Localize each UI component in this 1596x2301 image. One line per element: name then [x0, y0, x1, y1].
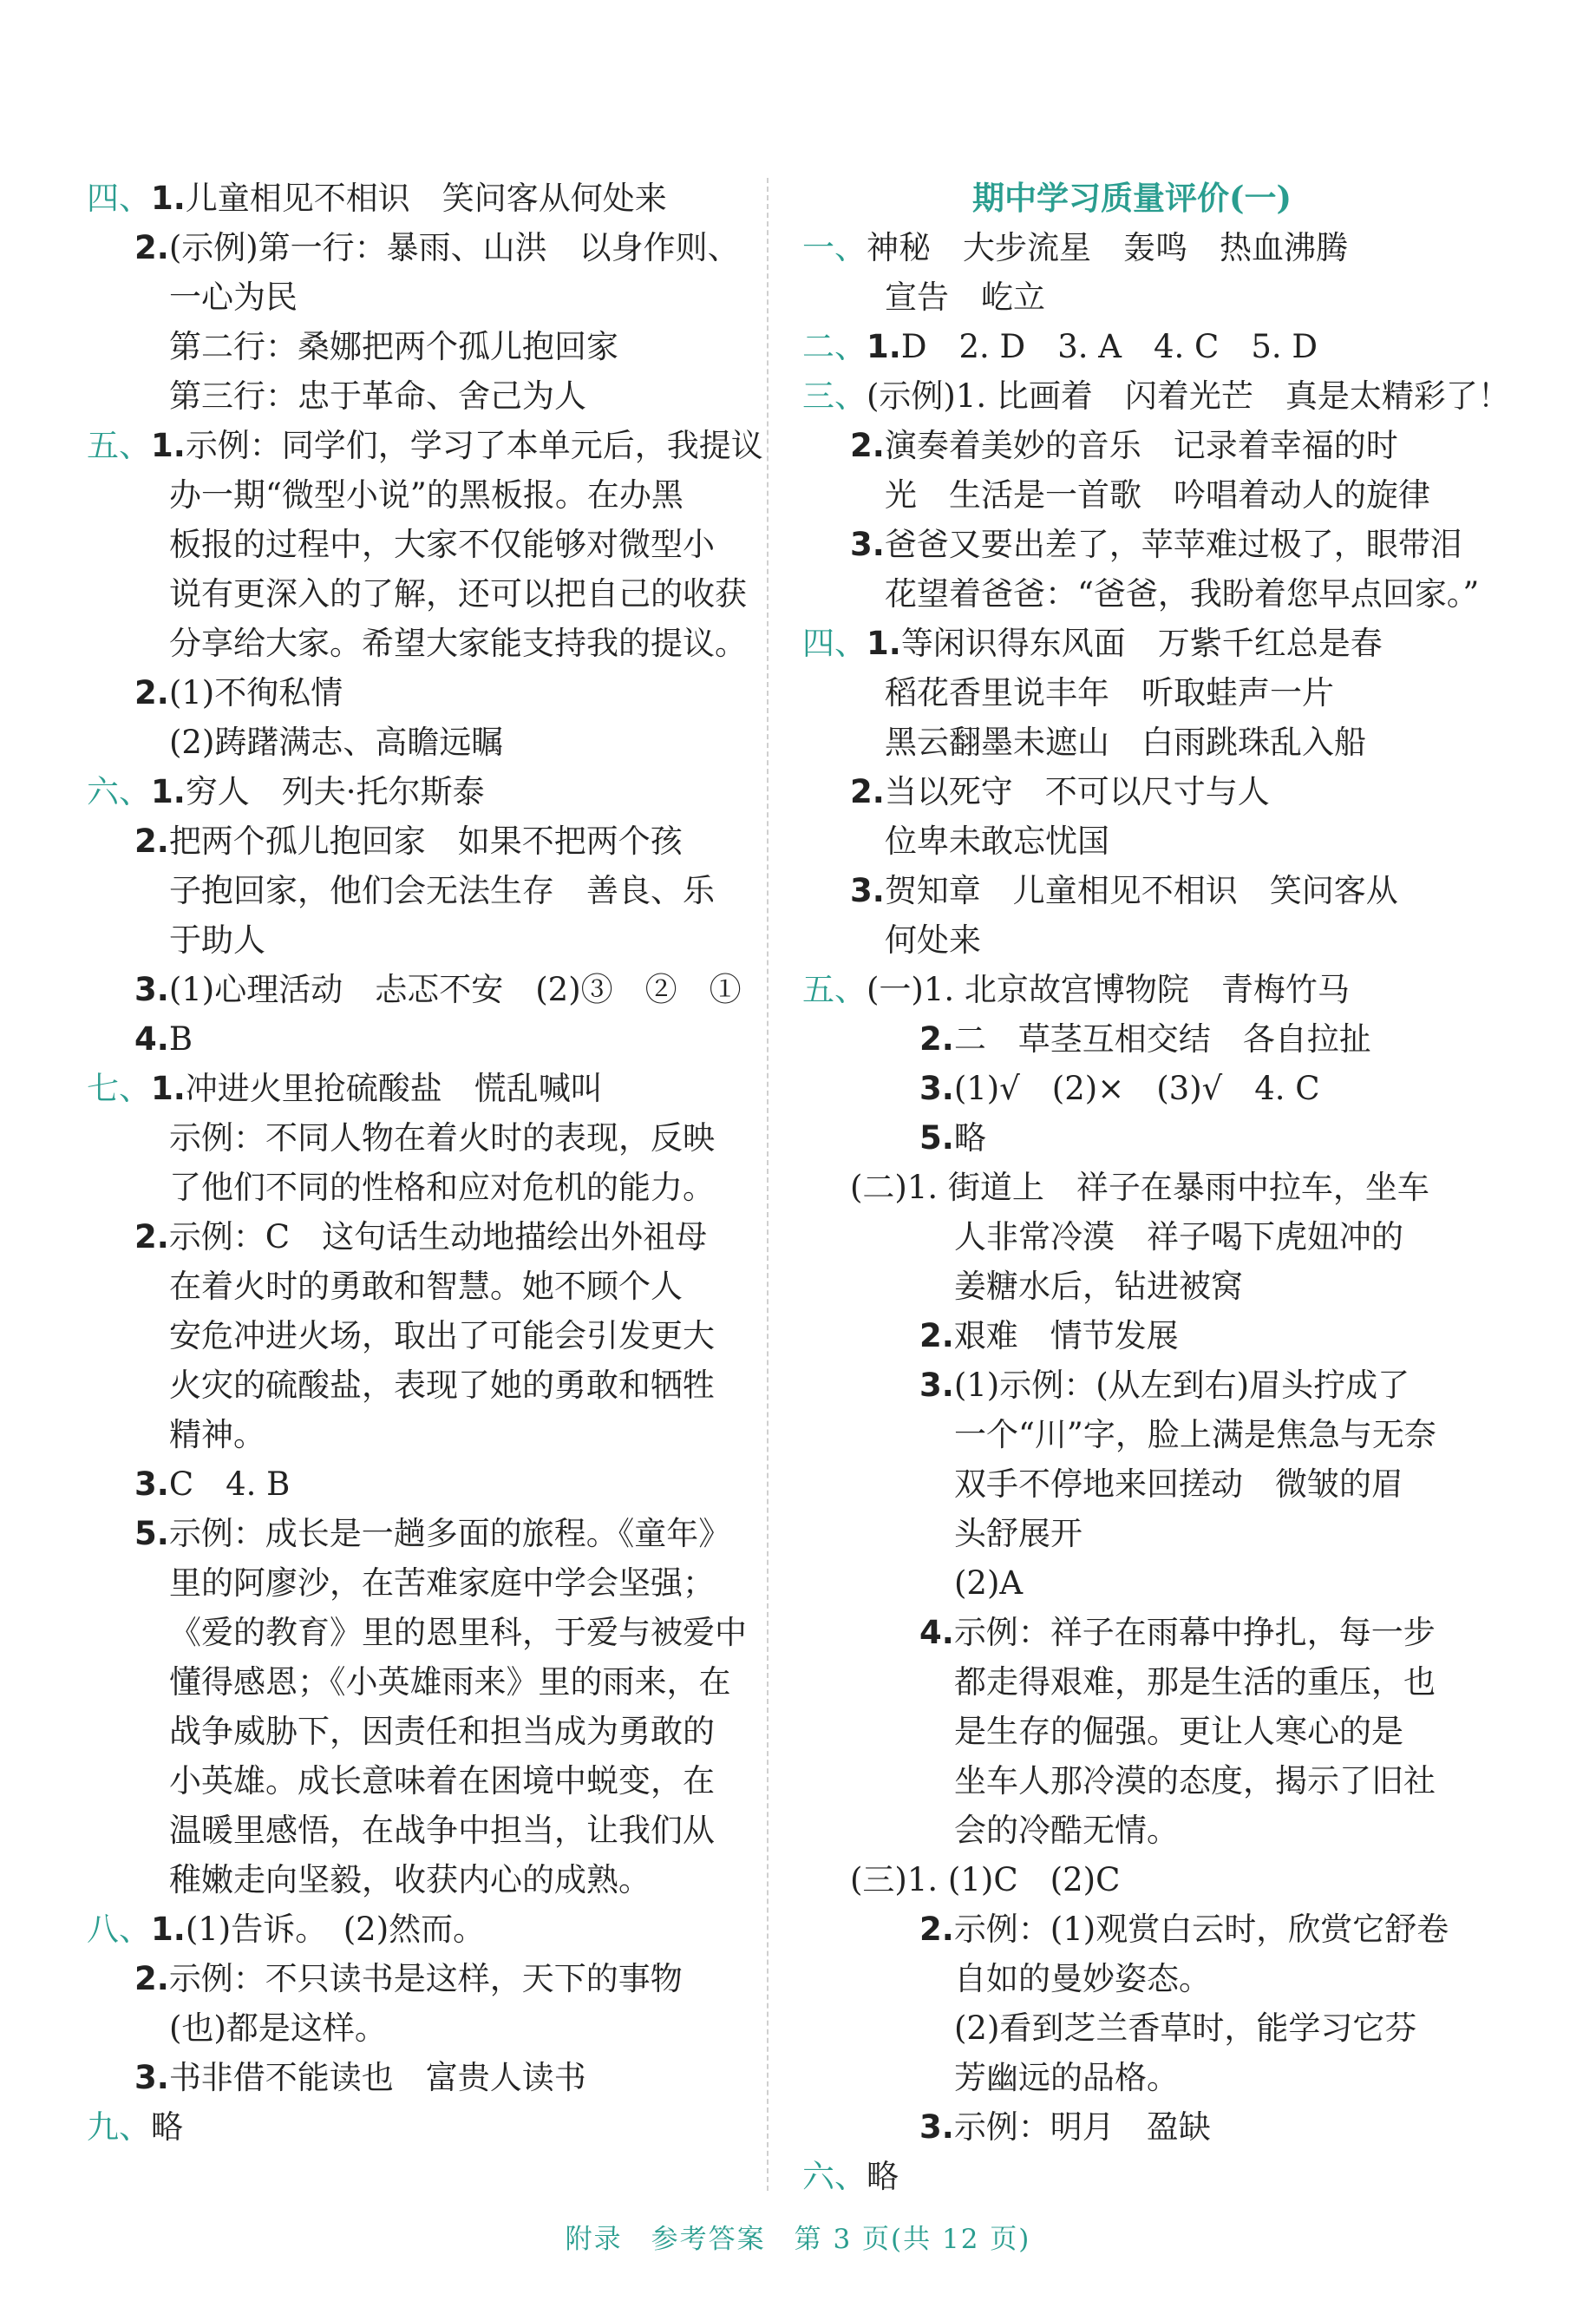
- question-number: 3.: [919, 1367, 954, 1404]
- answer-text: 黑云翻墨未遮山 白雨跳珠乱入船: [885, 724, 1366, 761]
- answer-text: 艰难 情节发展: [953, 1317, 1179, 1354]
- answer-text: C 4. B: [168, 1465, 291, 1503]
- answer-line: [87, 2102, 746, 2152]
- answer-text: 姜糖水后，钻进被窝: [954, 1268, 1243, 1305]
- answer-text: 在着火时的勇敢和智慧。她不顾个人: [169, 1268, 683, 1305]
- section-marker: 二、: [802, 328, 867, 365]
- answer-text: D 2. D 3. A 4. C 5. D: [900, 328, 1318, 365]
- answer-line: [87, 1212, 746, 1262]
- answer-text: 于助人: [169, 921, 265, 959]
- answer-text: (1)告诉。 (2)然而。: [185, 1911, 486, 1948]
- answer-line: [87, 718, 746, 767]
- answer-text: (1)√ (2)× (3)√ 4. C: [953, 1070, 1320, 1107]
- answer-text: 书非借不能读也 富贵人读书: [168, 2059, 586, 2096]
- question-number: 2.: [919, 1020, 954, 1058]
- answer-line: [802, 965, 1462, 1014]
- answer-line: [87, 1855, 746, 1904]
- answer-text: 示例：不只读书是这样，天下的事物: [168, 1960, 683, 1997]
- answer-text: 自如的曼妙姿态。: [954, 1960, 1211, 1997]
- question-number: 1.: [867, 328, 901, 365]
- answer-text: 一心为民: [169, 279, 298, 316]
- answer-line: [87, 1756, 746, 1806]
- answer-line: [802, 1707, 1462, 1756]
- answer-text: (1)示例：(从左到右)眉头拧成了: [953, 1367, 1410, 1404]
- answer-text: 等闲识得东风面 万紫千红总是春: [900, 625, 1383, 662]
- answer-line: [802, 2102, 1462, 2152]
- answer-text: 温暖里感悟，在战争中担当，让我们从: [169, 1812, 715, 1849]
- question-number: 2.: [134, 229, 169, 266]
- answer-line: [87, 1113, 746, 1163]
- question-number: 2.: [850, 427, 885, 464]
- answer-text: 双手不停地来回搓动 微皱的眉: [954, 1465, 1403, 1503]
- question-number: 3.: [134, 971, 169, 1008]
- answer-text: 儿童相见不相识 笑问客从何处来: [185, 180, 667, 217]
- question-number: 2.: [134, 674, 169, 711]
- question-number: 2.: [919, 1911, 954, 1948]
- answer-line: [802, 1558, 1462, 1608]
- answer-text: 会的冷酷无情。: [954, 1812, 1179, 1849]
- answer-text: 示例：不同人物在着火时的表现，反映: [169, 1119, 715, 1157]
- section-marker: 七、: [87, 1070, 151, 1107]
- answer-line: [802, 816, 1462, 866]
- answer-text: 说有更深入的了解，还可以把自己的收获: [169, 575, 747, 613]
- question-number: 4.: [134, 1020, 169, 1058]
- answer-line: [802, 1855, 1462, 1904]
- answer-line: [87, 866, 746, 915]
- answer-line: [87, 371, 746, 421]
- answer-text: B: [168, 1020, 193, 1058]
- answer-text: 小英雄。成长意味着在困境中蜕变，在: [169, 1762, 715, 1800]
- answer-line: [87, 1707, 746, 1756]
- question-number: 1.: [151, 773, 186, 810]
- answer-line: [87, 965, 746, 1014]
- answer-line: [802, 1311, 1462, 1360]
- answer-line: [87, 1904, 746, 1954]
- answer-text: (1)心理活动 忐忑不安 (2)③ ② ①: [168, 971, 742, 1008]
- answer-text: (示例)第一行：暴雨、山洪 以身作则、: [168, 229, 740, 266]
- answer-line: [802, 520, 1462, 569]
- answer-text: 了他们不同的性格和应对危机的能力。: [169, 1169, 715, 1206]
- answer-line: [802, 1410, 1462, 1459]
- answer-line: [87, 1954, 746, 2003]
- answer-text: (2)看到芝兰香草时，能学习它芬: [954, 2009, 1417, 2047]
- answer-text: 冲进火里抢硫酸盐 慌乱喊叫: [185, 1070, 603, 1107]
- answer-line: [87, 223, 746, 272]
- answer-line: [87, 619, 746, 668]
- answer-text: 都走得艰难，那是生活的重压，也: [954, 1663, 1436, 1701]
- question-number: 1.: [151, 1070, 186, 1107]
- answer-line: [87, 767, 746, 816]
- answer-line: [87, 1509, 746, 1558]
- answer-line: [802, 866, 1462, 915]
- answer-line: [87, 470, 746, 520]
- answer-line: [87, 1311, 746, 1360]
- question-number: 1.: [151, 427, 186, 464]
- answer-text: 板报的过程中，大家不仅能够对微型小: [169, 526, 715, 563]
- answer-text: 示例：成长是一趟多面的旅程。《童年》: [168, 1515, 731, 1552]
- answer-line: [87, 520, 746, 569]
- answer-text: 头舒展开: [954, 1515, 1083, 1552]
- answer-text: 《爱的教育》里的恩里科，于爱与被爱中: [169, 1614, 747, 1651]
- answer-line: [802, 371, 1510, 421]
- answer-line: [87, 2053, 746, 2102]
- answer-text: (2)踌躇满志、高瞻远瞩: [169, 724, 504, 761]
- answer-text: 宣告 屹立: [885, 279, 1045, 316]
- section-marker: 八、: [87, 1911, 151, 1948]
- answer-line: [802, 470, 1462, 520]
- answer-line: [802, 1360, 1462, 1410]
- question-number: 5.: [134, 1515, 169, 1552]
- answer-text: 示例：祥子在雨幕中挣扎，每一步: [953, 1614, 1436, 1651]
- answer-text: 爸爸又要出差了，苹苹难过极了，眼带泪: [884, 526, 1462, 563]
- section-marker: 三、: [802, 377, 867, 415]
- question-number: 3.: [919, 2108, 954, 2146]
- answer-line: [87, 1806, 746, 1855]
- answer-text: 安危冲进火场，取出了可能会引发更大: [169, 1317, 715, 1354]
- answer-line: [802, 1163, 1462, 1212]
- section-marker: 四、: [87, 180, 151, 217]
- question-number: 4.: [919, 1614, 954, 1651]
- answer-line: [802, 1756, 1462, 1806]
- answer-text: 稚嫩走向坚毅，收获内心的成熟。: [169, 1861, 651, 1898]
- answer-text: (三)1. (1)C (2)C: [850, 1861, 1121, 1898]
- answer-line: [802, 1954, 1462, 2003]
- answer-line: [87, 1360, 746, 1410]
- answer-line: [802, 1459, 1462, 1509]
- answer-line: [87, 816, 746, 866]
- answer-text: (2)A: [954, 1564, 1024, 1602]
- answer-text: 位卑未敢忘忧国: [885, 823, 1109, 860]
- answer-line: [802, 1608, 1462, 1657]
- answer-text: 示例：(1)观赏白云时，欣赏它舒卷: [953, 1911, 1449, 1948]
- answer-text: 懂得感恩；《小英雄雨来》里的雨来，在: [169, 1663, 731, 1701]
- answer-text: 稻花香里说丰年 听取蛙声一片: [885, 674, 1334, 711]
- question-number: 1.: [867, 625, 901, 662]
- answer-text: 第三行：忠于革命、舍己为人: [169, 377, 586, 415]
- column-divider: [767, 178, 769, 2191]
- answer-line: [802, 1064, 1462, 1113]
- answer-line: [87, 421, 763, 470]
- answer-line: [802, 1113, 1462, 1163]
- question-number: 2.: [134, 1960, 169, 1997]
- page-footer: 附录 参考答案 第 3 页(共 12 页): [565, 2224, 1031, 2255]
- section-marker: 五、: [802, 971, 867, 1008]
- section-marker: 一、: [802, 229, 867, 266]
- answer-line: [802, 1212, 1462, 1262]
- answer-text: 战争威胁下，因责任和担当成为勇敢的: [169, 1713, 715, 1750]
- answer-text: (一)1. 北京故宫博物院 青梅竹马: [867, 971, 1350, 1008]
- answer-text: (1)不徇私情: [168, 674, 343, 711]
- answer-line: [802, 2003, 1462, 2053]
- answer-text: 略: [151, 2108, 183, 2146]
- answer-text: (示例)1. 比画着 闪着光芒 真是太精彩了！: [867, 377, 1510, 415]
- question-number: 1.: [151, 1911, 186, 1948]
- left-answer-column: [87, 174, 763, 2152]
- answer-line: [87, 1410, 746, 1459]
- answer-text: 演奏着美妙的音乐 记录着幸福的时: [884, 427, 1398, 464]
- answer-line: [87, 915, 746, 965]
- answer-line: [802, 915, 1462, 965]
- answer-text: 略: [953, 1119, 986, 1157]
- answer-line: [802, 421, 1462, 470]
- question-number: 3.: [134, 1465, 169, 1503]
- answer-line: [802, 668, 1462, 718]
- answer-line: [87, 1657, 746, 1707]
- question-number: 1.: [151, 180, 186, 217]
- section-marker: 六、: [87, 773, 151, 810]
- answer-line: [87, 1014, 746, 1064]
- answer-line: [87, 272, 746, 322]
- answer-line: [802, 2053, 1462, 2102]
- question-number: 3.: [850, 526, 885, 563]
- answer-line: [87, 1163, 746, 1212]
- answer-text: 光 生活是一首歌 吟唱着动人的旋律: [885, 476, 1430, 514]
- answer-text: 二 草茎互相交结 各自拉扯: [953, 1020, 1371, 1058]
- answer-text: 略: [867, 2158, 899, 2195]
- answer-text: 子抱回家，他们会无法生存 善良、乐: [169, 872, 715, 909]
- question-number: 2.: [134, 823, 169, 860]
- answer-line: [87, 322, 746, 371]
- answer-text: 何处来: [885, 921, 981, 959]
- question-number: 3.: [134, 2059, 169, 2096]
- answer-text: 示例：明月 盈缺: [953, 2108, 1211, 2146]
- answer-line: [87, 2003, 746, 2053]
- answer-text: 第二行：桑娜把两个孤儿抱回家: [169, 328, 618, 365]
- question-number: 2.: [919, 1317, 954, 1354]
- answer-line: [802, 619, 1462, 668]
- answer-line: [87, 569, 746, 619]
- answer-line: [87, 1262, 746, 1311]
- answer-line: [802, 1806, 1462, 1855]
- answer-text: 贺知章 儿童相见不相识 笑问客从: [884, 872, 1398, 909]
- answer-line: [802, 569, 1480, 619]
- section-marker: 四、: [802, 625, 867, 662]
- answer-text: 示例：C 这句话生动地描绘出外祖母: [168, 1218, 708, 1255]
- answer-text: 一个“川”字，脸上满是焦急与无奈: [954, 1416, 1436, 1453]
- answer-line: [87, 1459, 746, 1509]
- answer-line: [802, 1262, 1462, 1311]
- answer-text: 把两个孤儿抱回家 如果不把两个孩: [168, 823, 683, 860]
- answer-line: [87, 174, 746, 223]
- answer-text: 火灾的硫酸盐，表现了她的勇敢和牺牲: [169, 1367, 715, 1404]
- answer-text: 办一期“微型小说”的黑板报。在办黑: [169, 476, 684, 514]
- question-number: 3.: [919, 1070, 954, 1107]
- section-title: 期中学习质量评价(一): [971, 179, 1292, 217]
- question-number: 2.: [850, 773, 885, 810]
- right-answer-column: [802, 174, 1510, 2201]
- answer-line: [802, 272, 1462, 322]
- section-marker: 九、: [87, 2108, 151, 2146]
- answer-text: 当以死守 不可以尺寸与人: [884, 773, 1270, 810]
- answer-text: (也)都是这样。: [169, 2009, 387, 2047]
- question-number: 3.: [850, 872, 885, 909]
- answer-text: 穷人 列夫·托尔斯泰: [185, 773, 485, 810]
- answer-line: [802, 322, 1462, 371]
- answer-line: [87, 1558, 746, 1608]
- answer-text: (二)1. 街道上 祥子在暴雨中拉车，坐车: [850, 1169, 1429, 1206]
- answer-line: [87, 1064, 746, 1113]
- answer-text: 分享给大家。希望大家能支持我的提议。: [169, 625, 747, 662]
- answer-text: 坐车人那冷漠的态度，揭示了旧社: [954, 1762, 1436, 1800]
- section-marker: 六、: [802, 2158, 867, 2195]
- answer-text: 精神。: [169, 1416, 265, 1453]
- answer-line: [802, 1657, 1462, 1707]
- answer-line: [87, 1608, 746, 1657]
- answer-line: [802, 223, 1462, 272]
- answer-line: [802, 1014, 1462, 1064]
- answer-line: [802, 1509, 1462, 1558]
- answer-line: [802, 767, 1462, 816]
- answer-text: 芳幽远的品格。: [954, 2059, 1179, 2096]
- answer-text: 人非常冷漠 祥子喝下虎妞冲的: [954, 1218, 1403, 1255]
- question-number: 5.: [919, 1119, 954, 1157]
- section-marker: 五、: [87, 427, 151, 464]
- answer-text: 示例：同学们，学习了本单元后，我提议: [185, 427, 763, 464]
- answer-text: 花望着爸爸：“爸爸，我盼着您早点回家。”: [885, 575, 1480, 613]
- answer-line: [802, 1904, 1462, 1954]
- answer-text: 是生存的倔强。更让人寒心的是: [954, 1713, 1403, 1750]
- answer-line: [87, 668, 746, 718]
- question-number: 2.: [134, 1218, 169, 1255]
- answer-text: 里的阿廖沙，在苦难家庭中学会坚强；: [169, 1564, 715, 1602]
- answer-line: [802, 718, 1462, 767]
- answer-line: [802, 2152, 1462, 2201]
- answer-text: 神秘 大步流星 轰鸣 热血沸腾: [867, 229, 1348, 266]
